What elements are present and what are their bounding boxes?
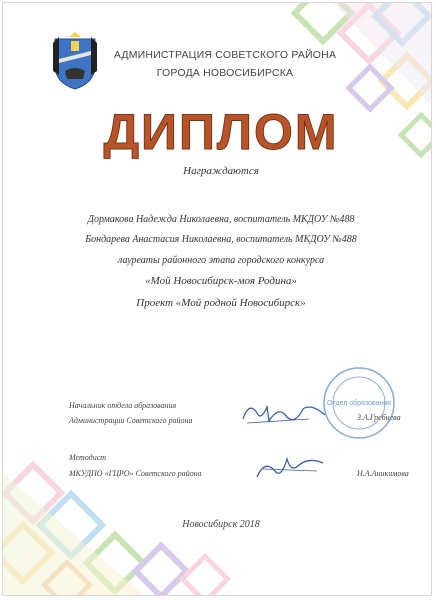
footer-city-year: Новосибирск 2018 bbox=[182, 519, 260, 530]
bottom-left-diamonds bbox=[3, 465, 228, 596]
signer-1-org: Администрации Советского района bbox=[69, 416, 193, 425]
award-reason: лауреаты районного этапа городского конкурса bbox=[117, 255, 325, 266]
signature-1 bbox=[239, 399, 329, 429]
signer-1-name: З.А.Гребнева bbox=[357, 413, 401, 422]
novosibirsk-coat-of-arms-icon bbox=[49, 31, 101, 91]
signer-1-title: Начальник отдела образования bbox=[69, 401, 177, 410]
recipient-1: Дормакова Надежда Николаевна, воспитатель МКДОУ №488 bbox=[87, 214, 355, 225]
stamp-text: Отдел образования bbox=[327, 400, 391, 407]
header-line-1: АДМИНИСТРАЦИЯ СОВЕТСКОГО РАЙОНА bbox=[113, 49, 337, 61]
diploma-page bbox=[2, 2, 432, 596]
round-stamp bbox=[321, 365, 397, 441]
signature-2 bbox=[251, 453, 331, 483]
signer-2-name: Н.А.Аникимова bbox=[357, 469, 409, 478]
header-line-2: ГОРОДА НОВОСИБИРСКА bbox=[156, 67, 294, 79]
diploma-title bbox=[3, 103, 432, 164]
signer-2-title: Методист bbox=[69, 453, 107, 462]
contest-name: «Мой Новосибирск-моя Родина» bbox=[145, 275, 297, 287]
signer-2-org: МКУДПО «ГЦРО» Советского района bbox=[69, 469, 202, 478]
awarded-label: Награждаются bbox=[183, 165, 259, 177]
project-name: Проект «Мой родной Новосибирск» bbox=[136, 297, 306, 309]
recipient-2: Бондарева Анастасия Николаевна, воспитатель МКДОУ №488 bbox=[85, 234, 357, 245]
title-text: ДИПЛОМ bbox=[103, 104, 339, 159]
